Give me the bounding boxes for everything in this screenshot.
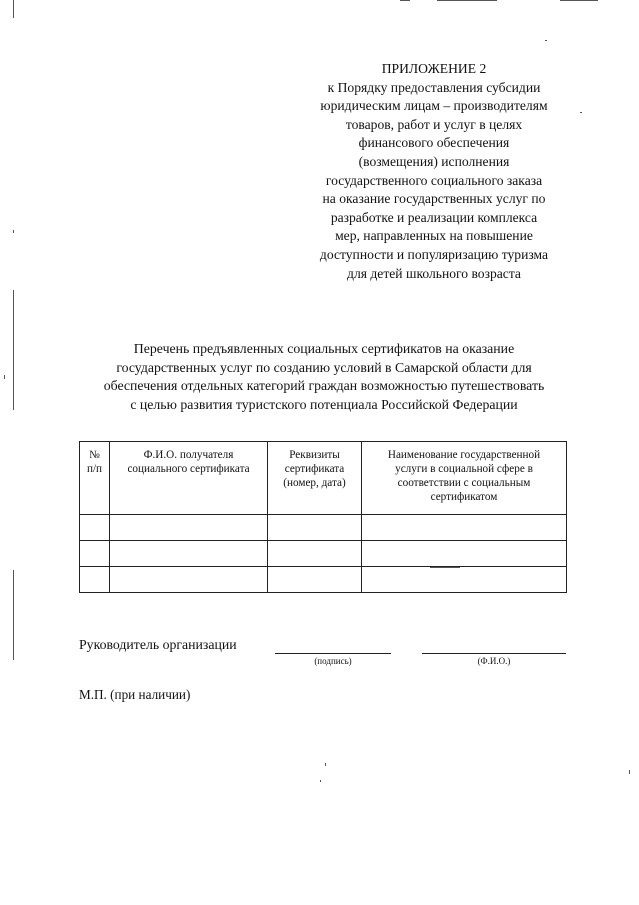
scan-mark xyxy=(325,763,326,766)
appendix-line: (возмещения) исполнения xyxy=(358,153,510,169)
column-header-number: № п/п xyxy=(80,442,110,515)
scan-mark xyxy=(580,112,582,113)
appendix-line: доступности и популяризацию туризма xyxy=(319,246,549,262)
column-header-recipient-name: Ф.И.О. получателя социального сертификата xyxy=(110,442,268,515)
appendix-line: разработке и реализации комплекса xyxy=(330,209,538,225)
appendix-line: товаров, работ и услуг в целях xyxy=(345,116,523,132)
scan-mark xyxy=(430,567,460,568)
scan-mark xyxy=(545,40,547,41)
table-row xyxy=(80,567,567,593)
scan-mark xyxy=(560,0,598,1)
scan-mark xyxy=(13,230,14,233)
title-line: обеспечения отдельных категорий граждан возможностью путешествовать xyxy=(103,378,545,394)
appendix-line: к Порядку предоставления субсидии xyxy=(327,79,541,95)
signature-caption: (подпись) xyxy=(314,656,352,666)
table-cell xyxy=(110,541,268,567)
table-cell xyxy=(110,515,268,541)
scan-mark xyxy=(320,780,321,782)
table-cell xyxy=(268,515,362,541)
certificates-table xyxy=(79,441,567,593)
scan-mark xyxy=(4,375,5,379)
appendix-line: мер, направленных на повышение xyxy=(335,228,533,244)
table-cell xyxy=(110,567,268,593)
table-header-row xyxy=(80,442,567,515)
column-header-service-name: Наименование государственной услуги в социальной сфере в соответствии с социальным сертификатом xyxy=(362,442,567,515)
scan-mark xyxy=(13,290,14,410)
table-row xyxy=(80,541,567,567)
scan-mark xyxy=(629,770,630,774)
table-cell xyxy=(80,515,110,541)
appendix-heading: ПРИЛОЖЕНИЕ 2 xyxy=(381,61,487,76)
table-cell xyxy=(80,541,110,567)
title-line: с целью развития туристского потенциала Российской Федерации xyxy=(130,396,518,412)
signature-line xyxy=(275,653,391,654)
table-cell xyxy=(362,515,567,541)
table-cell xyxy=(80,567,110,593)
title-line: государственных услуг по созданию условий в Самарской области для xyxy=(116,359,532,375)
name-caption: (Ф.И.О.) xyxy=(477,656,511,666)
appendix-line: финансового обеспечения xyxy=(358,135,510,151)
document-title xyxy=(70,340,578,414)
table-cell xyxy=(268,567,362,593)
table-cell xyxy=(362,541,567,567)
scan-mark xyxy=(437,0,497,1)
appendix-line: юридическим лицам – производителям xyxy=(320,98,548,114)
column-header-certificate-details: Реквизиты сертификата (номер, дата) xyxy=(268,442,362,515)
signature-label: Руководитель организации xyxy=(79,637,237,652)
appendix-block xyxy=(300,60,568,283)
table-cell xyxy=(268,541,362,567)
name-line xyxy=(422,653,566,654)
appendix-line: на оказание государственных услуг по xyxy=(322,191,546,207)
table-row xyxy=(80,515,567,541)
scan-mark xyxy=(400,0,410,1)
scan-mark xyxy=(13,0,14,18)
table-cell xyxy=(362,567,567,593)
scan-mark xyxy=(13,570,14,660)
appendix-line: государственного социального заказа xyxy=(325,172,543,188)
seal-note: М.П. (при наличии) xyxy=(79,687,191,702)
appendix-line: для детей школьного возраста xyxy=(347,265,521,281)
title-line: Перечень предъявленных социальных сертификатов на оказание xyxy=(133,341,515,356)
